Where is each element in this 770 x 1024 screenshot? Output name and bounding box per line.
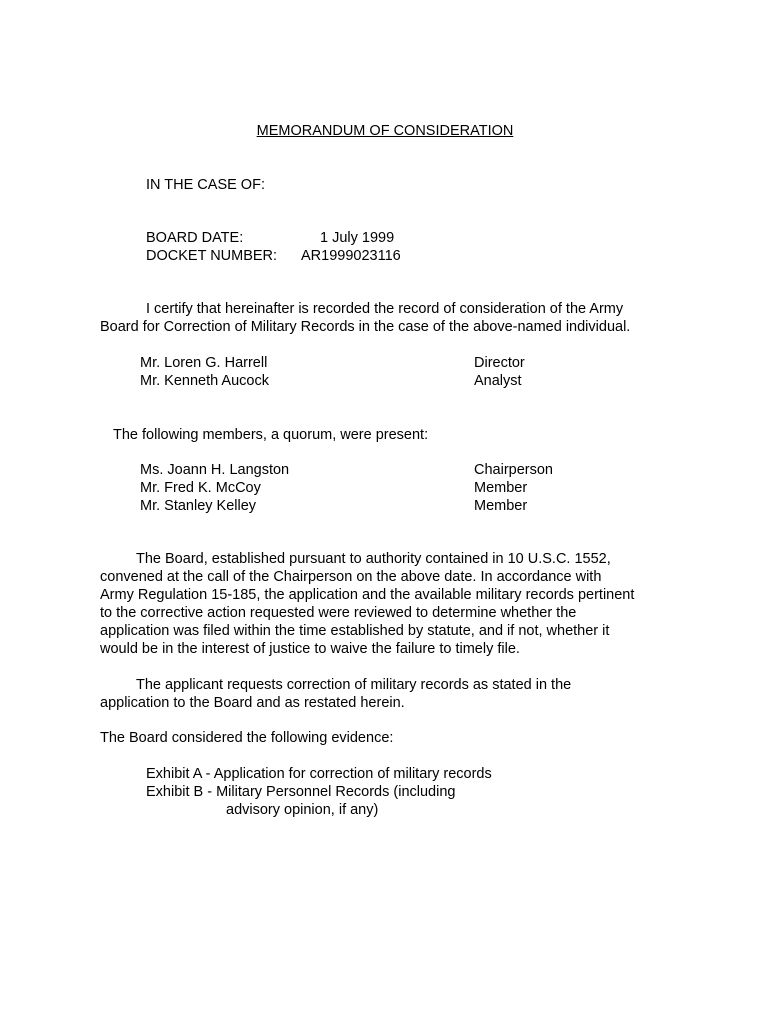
member-role: Member [474, 498, 528, 514]
staff-role: Director [474, 355, 525, 371]
exhibit-b: Exhibit B - Military Personnel Records (including [146, 784, 456, 800]
board-paragraph-line: to the corrective action requested were reviewed to determine whether the [100, 605, 577, 621]
exhibit-b-continued: advisory opinion, if any) [226, 802, 379, 818]
applicant-paragraph-line: The applicant requests correction of military records as stated in the [136, 677, 572, 693]
exhibit-a: Exhibit A - Application for correction of military records [146, 766, 492, 782]
member-name: Mr. Fred K. McCoy [140, 480, 261, 496]
board-paragraph-line: would be in the interest of justice to waive the failure to timely file. [100, 641, 520, 657]
document-title: MEMORANDUM OF CONSIDERATION [256, 123, 514, 139]
docket-number-value: AR1999023116 [301, 248, 401, 264]
staff-role: Analyst [474, 373, 522, 389]
member-role: Chairperson [474, 462, 553, 478]
board-date-label: BOARD DATE: [146, 230, 244, 246]
board-paragraph-line: Army Regulation 15-185, the application and the available military records pertinent [100, 587, 635, 603]
board-date-value: 1 July 1999 [320, 230, 395, 246]
applicant-paragraph-line: application to the Board and as restated herein. [100, 695, 405, 711]
board-paragraph-line: The Board, established pursuant to authority contained in 10 U.S.C. 1552, [136, 551, 611, 567]
staff-name: Mr. Loren G. Harrell [140, 355, 268, 371]
staff-name: Mr. Kenneth Aucock [140, 373, 269, 389]
case-label: IN THE CASE OF: [146, 177, 265, 193]
member-role: Member [474, 480, 528, 496]
docket-number-label: DOCKET NUMBER: [146, 248, 278, 264]
member-name: Ms. Joann H. Langston [140, 462, 290, 478]
certify-line-1: I certify that hereinafter is recorded the record of consideration of the Army [146, 301, 624, 317]
member-name: Mr. Stanley Kelley [140, 498, 257, 514]
evidence-intro: The Board considered the following evidence: [100, 730, 394, 746]
board-paragraph-line: application was filed within the time established by statute, and if not, whether it [100, 623, 610, 639]
certify-line-2: Board for Correction of Military Records in the case of the above-named individual. [100, 319, 631, 335]
board-paragraph-line: convened at the call of the Chairperson on the above date. In accordance with [100, 569, 602, 585]
members-intro: The following members, a quorum, were present: [113, 427, 429, 443]
